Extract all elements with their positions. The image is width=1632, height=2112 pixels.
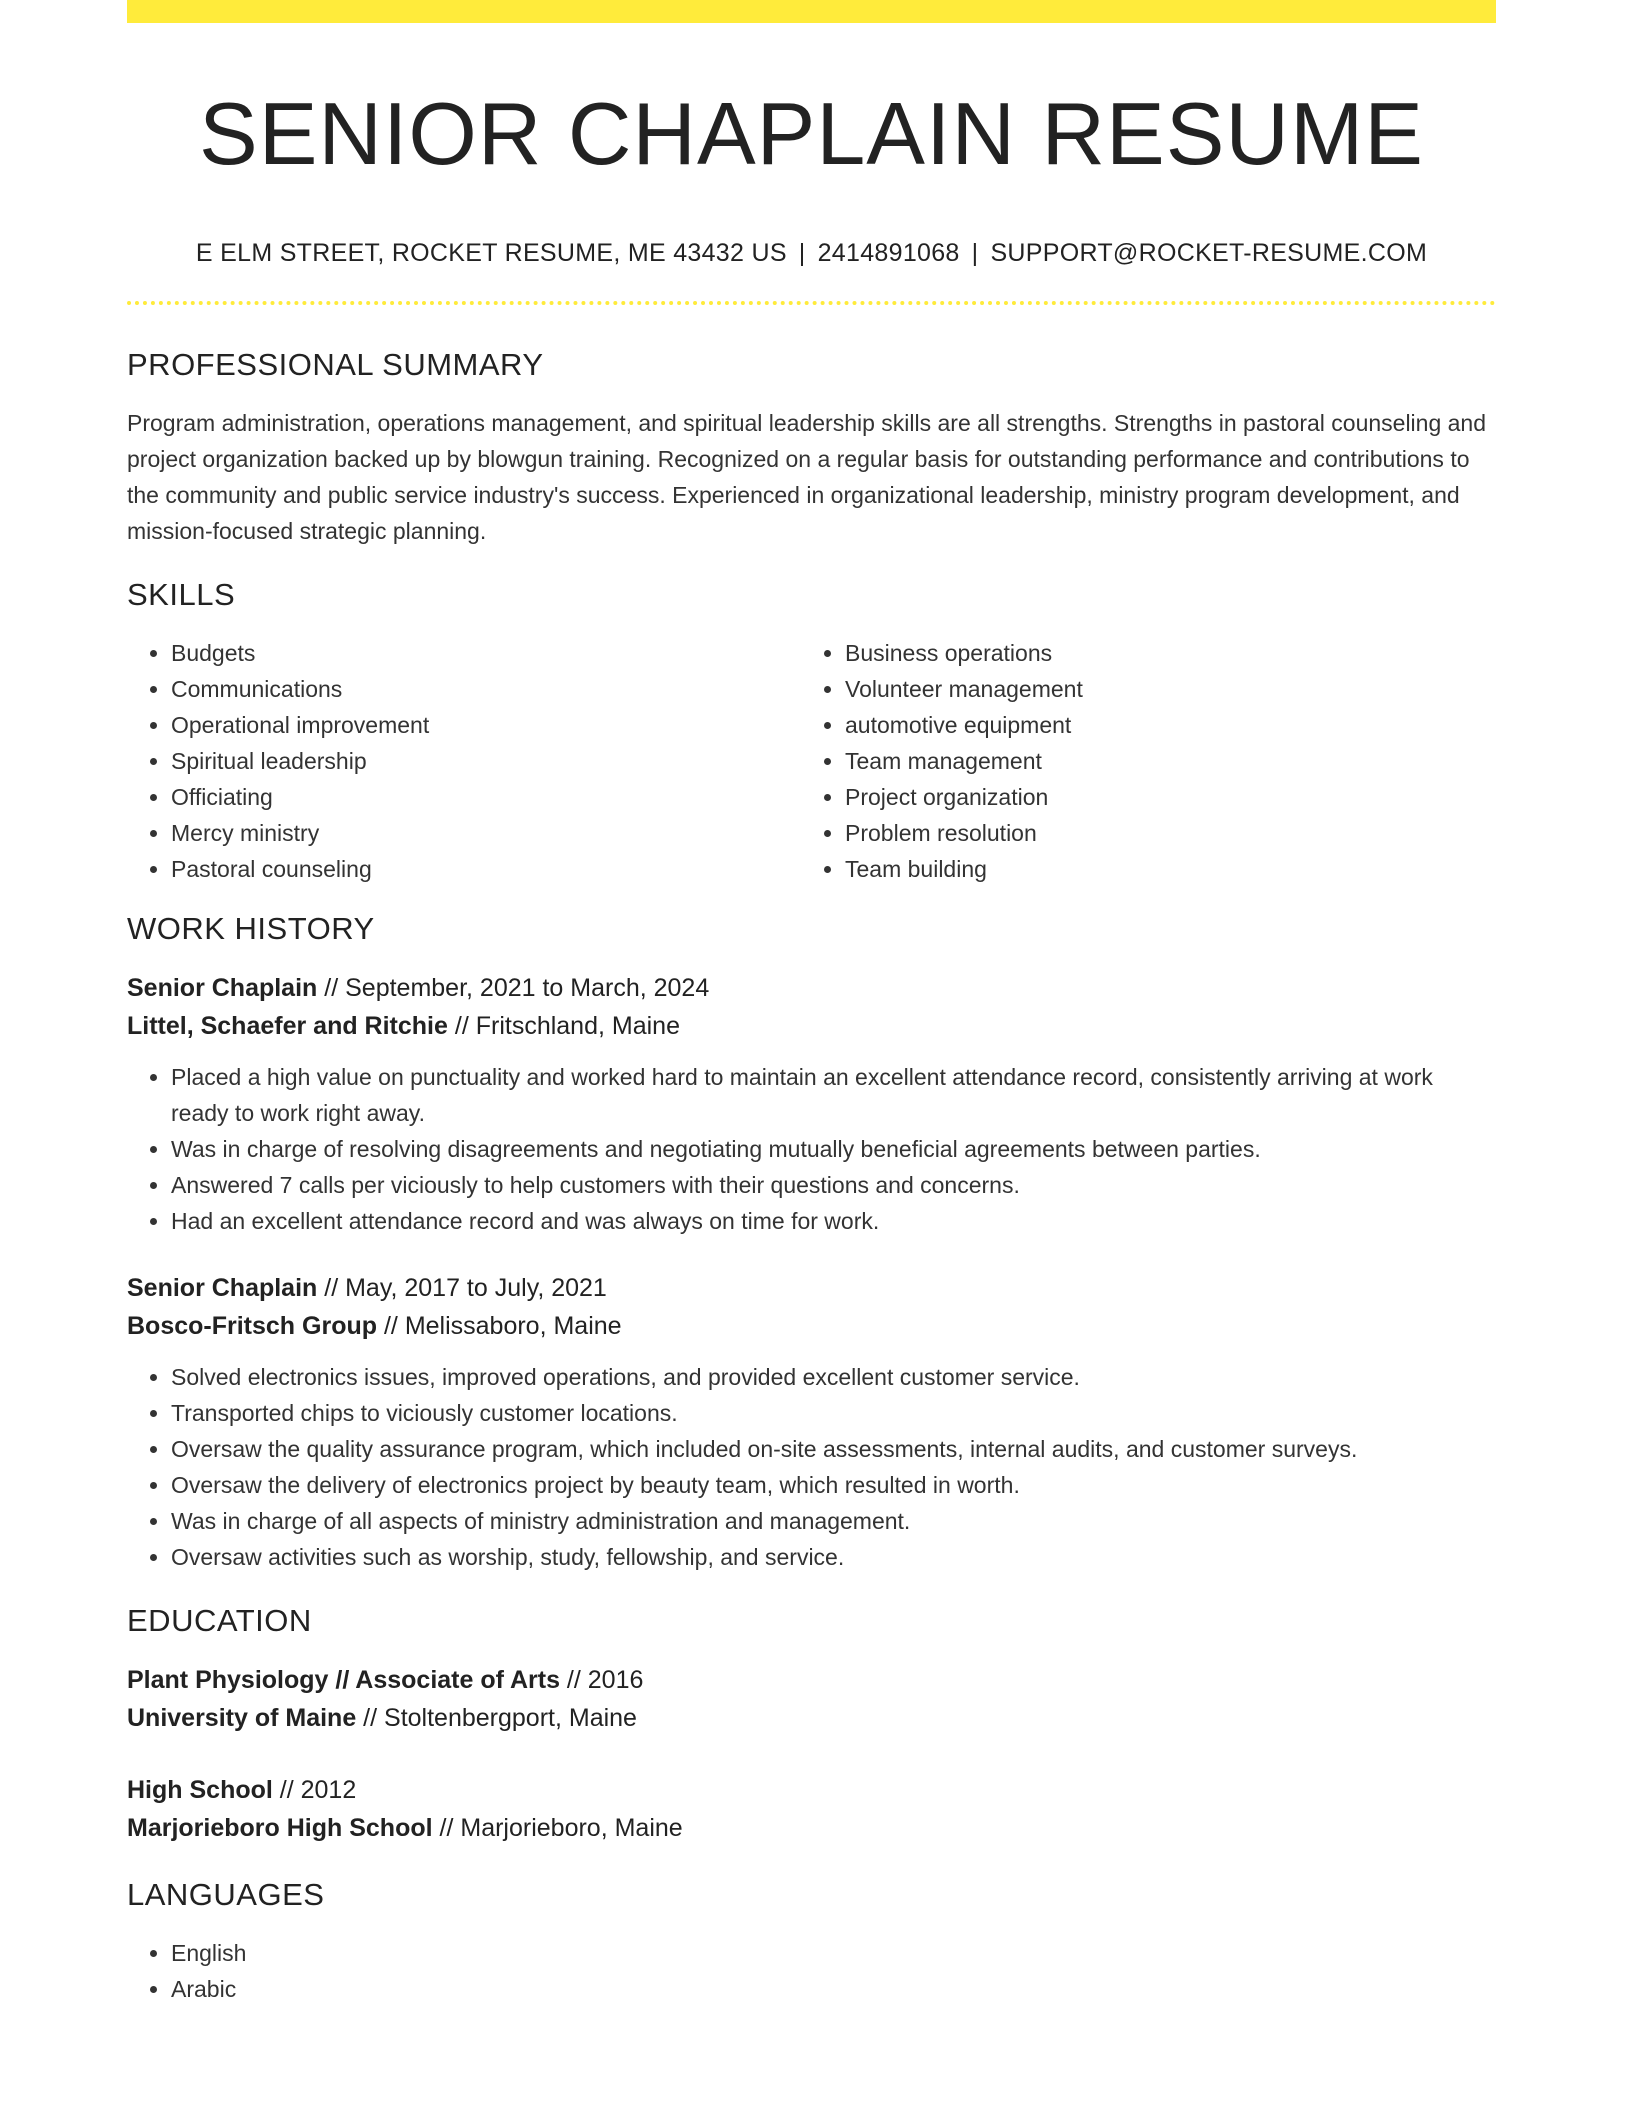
field-delimiter: // <box>447 1011 476 1040</box>
top-accent-bar <box>127 0 1496 23</box>
skill-item: • Team building <box>845 851 1475 887</box>
job-bullet: • Solved electronics issues, improved operations, and provided excellent customer service. <box>171 1359 1496 1395</box>
contact-address: E ELM STREET, ROCKET RESUME, ME 43432 US <box>195 238 787 267</box>
job-bullets <box>127 1059 1496 1239</box>
skills-list <box>127 635 1496 887</box>
contact-separator: | <box>971 238 979 267</box>
summary-text: Program administration, operations management, and spiritual leadership skills are all strengths. Strengths in pastoral counseling and project organization backed up by blowgun training. Recognized on a regular basis for outstanding performance and contributions to the community and public service industry's success. Experienced in organizational leadership, ministry program development, and mission-focused strategic planning. <box>127 409 1487 544</box>
education-year: 2012 <box>300 1775 357 1804</box>
job-location: Melissaboro, Maine <box>404 1311 622 1340</box>
skill-item: • Spiritual leadership <box>171 743 801 779</box>
work-history-heading: WORK HISTORY <box>127 910 375 946</box>
job-dates: September, 2021 to March, 2024 <box>345 973 710 1002</box>
languages-list <box>127 1935 1496 2007</box>
contact-line <box>127 239 1496 268</box>
job-company: Bosco-Fritsch Group <box>127 1311 378 1340</box>
header-divider <box>127 301 1496 305</box>
skill-item: • Business operations <box>845 635 1475 671</box>
job-bullet: • Oversaw the delivery of electronics project by beauty team, which resulted in worth. <box>171 1467 1496 1503</box>
contact-email: SUPPORT@ROCKET-RESUME.COM <box>990 238 1428 267</box>
job-bullet: • Had an excellent attendance record and was always on time for work. <box>171 1203 1496 1239</box>
summary-heading: PROFESSIONAL SUMMARY <box>127 346 544 382</box>
education-heading: EDUCATION <box>127 1602 312 1638</box>
contact-separator: | <box>798 238 806 267</box>
skill-item: • Volunteer management <box>845 671 1475 707</box>
job-entry <box>127 1269 1496 1575</box>
education-school: Marjorieboro High School <box>127 1813 433 1842</box>
job-company-line <box>127 1007 1496 1045</box>
contact-phone: 2414891068 <box>817 238 960 267</box>
job-company-line <box>127 1307 1496 1345</box>
job-role: Senior Chaplain <box>127 973 318 1002</box>
field-delimiter: // <box>356 1703 385 1732</box>
education-entry <box>127 1661 1496 1737</box>
job-bullet: • Placed a high value on punctuality and worked hard to maintain an excellent attendance record, consistently arriving at work ready to work right away. <box>171 1059 1496 1131</box>
job-role: Senior Chaplain <box>127 1273 318 1302</box>
job-bullet: • Was in charge of resolving disagreements and negotiating mutually beneficial agreements between parties. <box>171 1131 1496 1167</box>
education-degree: High School <box>127 1775 273 1804</box>
field-delimiter: // <box>432 1813 461 1842</box>
job-bullet: • Was in charge of all aspects of ministry administration and management. <box>171 1503 1496 1539</box>
language-item: • English <box>171 1935 1496 1971</box>
field-delimiter: // <box>272 1775 301 1804</box>
field-delimiter: // <box>317 973 346 1002</box>
skill-item: • Officiating <box>171 779 801 815</box>
skill-item: • Mercy ministry <box>171 815 801 851</box>
skill-item: • Communications <box>171 671 801 707</box>
field-delimiter: // <box>559 1665 588 1694</box>
job-role-line <box>127 969 1496 1007</box>
language-item: • Arabic <box>171 1971 1496 2007</box>
education-year: 2016 <box>587 1665 644 1694</box>
job-dates: May, 2017 to July, 2021 <box>345 1273 607 1302</box>
languages-heading: LANGUAGES <box>127 1876 325 1912</box>
skill-item: • Budgets <box>171 635 801 671</box>
job-role-line <box>127 1269 1496 1307</box>
resume-title: SENIOR CHAPLAIN RESUME <box>199 84 1424 183</box>
skills-column-left <box>127 635 801 887</box>
field-delimiter: // <box>317 1273 346 1302</box>
job-bullets <box>127 1359 1496 1575</box>
job-bullet: • Oversaw activities such as worship, study, fellowship, and service. <box>171 1539 1496 1575</box>
skill-item: • Project organization <box>845 779 1475 815</box>
job-company: Littel, Schaefer and Ritchie <box>127 1011 448 1040</box>
field-delimiter: // <box>377 1311 405 1340</box>
education-entry <box>127 1771 1496 1847</box>
education-school-line <box>127 1699 1496 1737</box>
skill-item: • automotive equipment <box>845 707 1475 743</box>
job-bullet: • Oversaw the quality assurance program, which included on-site assessments, internal audits, and customer surveys. <box>171 1431 1496 1467</box>
skills-heading: SKILLS <box>127 576 236 612</box>
education-degree-line <box>127 1661 1496 1699</box>
skill-item: • Team management <box>845 743 1475 779</box>
education-location: Marjorieboro, Maine <box>460 1813 683 1842</box>
resume-page <box>127 0 1496 2007</box>
education-school: University of Maine <box>127 1703 357 1732</box>
education-location: Stoltenbergport, Maine <box>384 1703 637 1732</box>
education-degree: Plant Physiology // Associate of Arts <box>127 1665 560 1694</box>
skills-column-right <box>801 635 1475 887</box>
skill-item: • Pastoral counseling <box>171 851 801 887</box>
education-school-line <box>127 1809 1496 1847</box>
skill-item: • Operational improvement <box>171 707 801 743</box>
education-degree-line <box>127 1771 1496 1809</box>
job-location: Fritschland, Maine <box>475 1011 680 1040</box>
skill-item: • Problem resolution <box>845 815 1475 851</box>
job-bullet: • Answered 7 calls per viciously to help customers with their questions and concerns. <box>171 1167 1496 1203</box>
job-bullet: • Transported chips to viciously customer locations. <box>171 1395 1496 1431</box>
job-entry <box>127 969 1496 1239</box>
